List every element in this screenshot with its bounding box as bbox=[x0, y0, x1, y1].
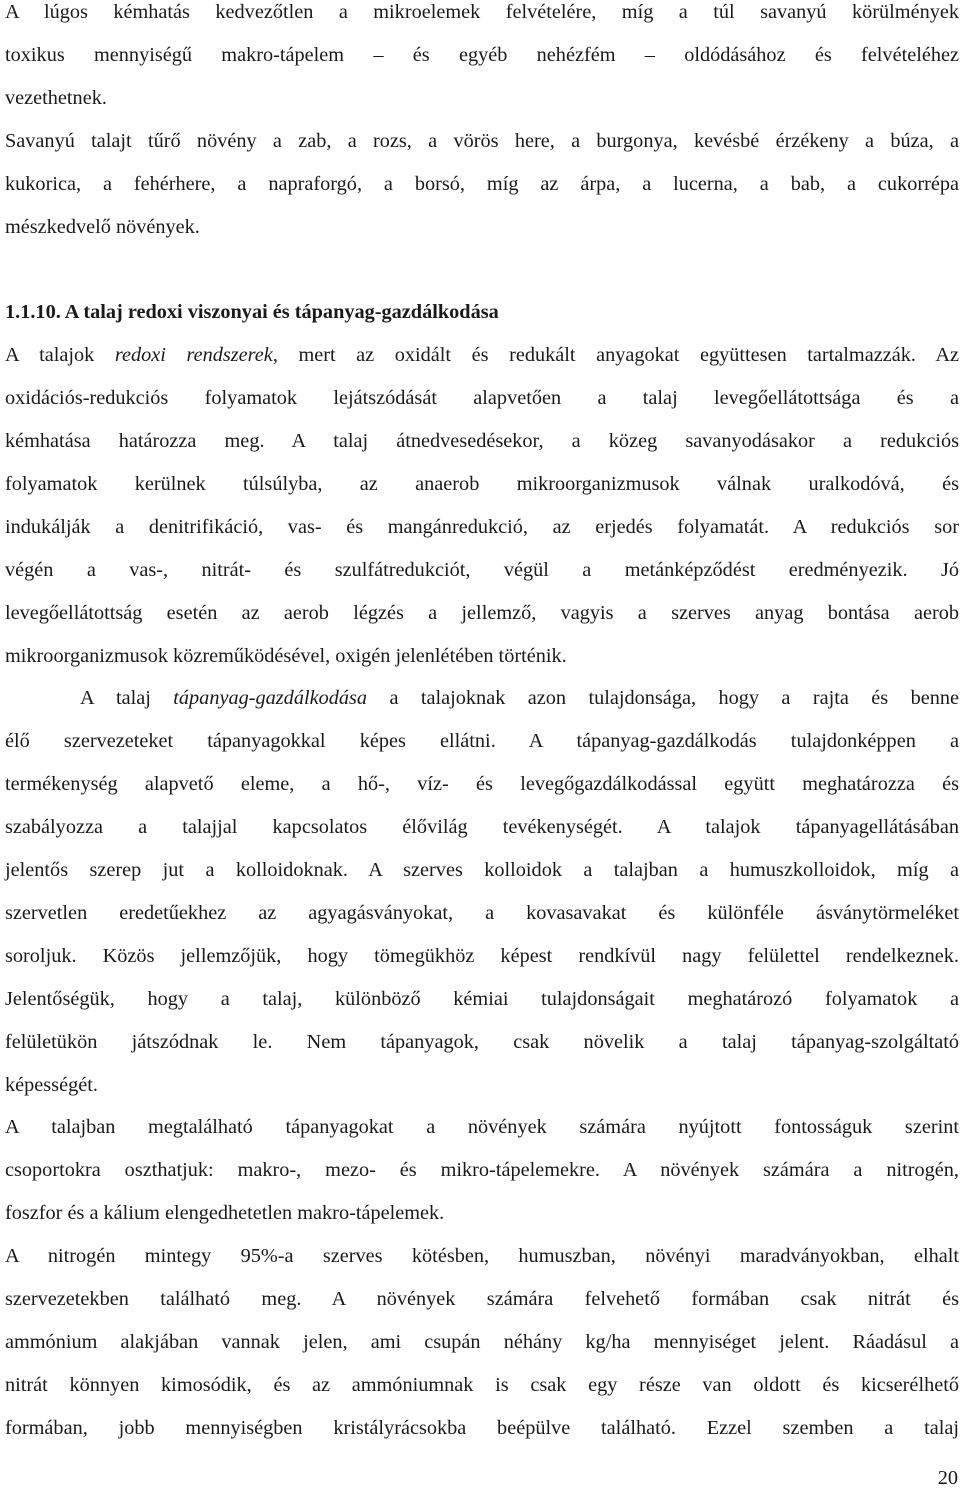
text-run: termékenység alapvető eleme, a hő-, víz- és levegőgazdálkodással együtt meghatározza és bbox=[5, 773, 959, 795]
text-run: soroljuk. Közös jellemzőjük, hogy tömegükhöz képest rendkívül nagy felülettel rendelkeznek. bbox=[5, 945, 959, 967]
text-line bbox=[5, 215, 959, 239]
text-run: élő szervezeteket tápanyagokkal képes ellátni. A tápanyag-gazdálkodás tulajdonképpen a bbox=[5, 730, 959, 752]
text-run: kémhatása határozza meg. A talaj átnedvesedésekor, a közeg savanyodásakor a redukciós bbox=[5, 430, 959, 452]
text-run: a talajoknak azon tulajdonsága, hogy a rajta és benne bbox=[367, 687, 959, 709]
text-line bbox=[5, 1244, 959, 1268]
text-run: A talaj bbox=[80, 687, 174, 709]
text-line bbox=[5, 1287, 959, 1311]
text-line bbox=[5, 729, 959, 753]
text-line bbox=[5, 1030, 959, 1054]
text-line bbox=[5, 1373, 959, 1397]
text-run: A lúgos kémhatás kedvezőtlen a mikroelemek felvételére, míg a túl savanyú körülmények bbox=[5, 1, 959, 23]
text-line bbox=[5, 43, 959, 67]
text-line bbox=[5, 858, 959, 882]
text-line bbox=[5, 129, 959, 153]
italic-term: redoxi rendszerek bbox=[114, 344, 273, 366]
text-line bbox=[5, 944, 959, 968]
text-run: képességét. bbox=[5, 1074, 98, 1096]
text-line bbox=[5, 644, 959, 668]
text-line bbox=[5, 1115, 959, 1139]
text-run: A nitrogén mintegy 95%-a szerves kötésben, humuszban, növényi maradványokban, elhalt bbox=[5, 1245, 959, 1267]
text-run: , mert az oxidált és redukált anyagokat együttesen tartalmazzák. Az bbox=[272, 344, 960, 366]
section-heading bbox=[5, 300, 959, 324]
text-run: A talajok bbox=[5, 344, 115, 366]
text-line bbox=[5, 987, 959, 1011]
text-line bbox=[5, 472, 959, 496]
text-run: Savanyú talajt tűrő növény a zab, a rozs, a vörös here, a burgonya, kevésbé érzékeny a búza, a bbox=[5, 130, 959, 152]
text-run: kukorica, a fehérhere, a napraforgó, a borsó, míg az árpa, a lucerna, a bab, a cukorrépa bbox=[5, 173, 959, 195]
text-line bbox=[5, 515, 959, 539]
text-line bbox=[5, 1416, 959, 1440]
text-run: foszfor és a kálium elengedhetetlen makro-tápelemek. bbox=[5, 1202, 445, 1224]
text-run: vezethetnek. bbox=[5, 87, 107, 109]
text-run: nitrát könnyen kimosódik, és az ammóniumnak is csak egy része van oldott és kicserélhető bbox=[5, 1374, 959, 1396]
text-line bbox=[5, 1158, 959, 1182]
text-run: Jelentőségük, hogy a talaj, különböző kémiai tulajdonságait meghatározó folyamatok a bbox=[5, 988, 959, 1010]
text-run: szervezetekben található meg. A növények számára felvehető formában csak nitrát és bbox=[5, 1288, 959, 1310]
text-run: 1.1.10. A talaj redoxi viszonyai és tápanyag-gazdálkodása bbox=[5, 301, 499, 323]
text-run: szervetlen eredetűekhez az agyagásványokat, a kovasavakat és különféle ásványtörmeléket bbox=[5, 902, 959, 924]
text-line bbox=[5, 601, 959, 625]
text-line bbox=[80, 686, 959, 710]
text-line bbox=[5, 1201, 959, 1225]
page-number: 20 bbox=[937, 1467, 958, 1489]
text-line bbox=[5, 0, 959, 24]
text-line bbox=[5, 343, 959, 367]
text-line bbox=[5, 815, 959, 839]
text-run: levegőellátottság esetén az aerob légzés a jellemző, vagyis a szerves anyag bontása aerob bbox=[5, 602, 959, 624]
text-run: formában, jobb mennyiségben kristályrácsokba beépülve található. Ezzel szemben a talaj bbox=[5, 1417, 959, 1439]
text-run: mikroorganizmusok közreműködésével, oxigén jelenlétében történik. bbox=[5, 645, 567, 667]
text-run: toxikus mennyiségű makro-tápelem – és egyéb nehézfém – oldódásához és felvételéhez bbox=[5, 44, 959, 66]
italic-term: tápanyag-gazdálkodása bbox=[173, 687, 368, 709]
text-line bbox=[5, 1073, 959, 1097]
text-run: A talajban megtalálható tápanyagokat a növények számára nyújtott fontosságuk szerint bbox=[5, 1116, 959, 1138]
text-run: csoportokra oszthatjuk: makro-, mezo- és mikro-tápelemekre. A növények számára a nitrogén, bbox=[5, 1159, 959, 1181]
text-line bbox=[5, 86, 959, 110]
text-line bbox=[5, 386, 959, 410]
text-run: indukálják a denitrifikáció, vas- és mangánredukció, az erjedés folyamatát. A redukciós sor bbox=[5, 516, 959, 538]
text-line bbox=[5, 772, 959, 796]
text-line bbox=[5, 558, 959, 582]
text-run: mészkedvelő növények. bbox=[5, 216, 200, 238]
text-run: felületükön játszódnak le. Nem tápanyagok, csak növelik a talaj tápanyag-szolgáltató bbox=[5, 1031, 959, 1053]
text-line bbox=[5, 901, 959, 925]
text-line bbox=[5, 1330, 959, 1354]
text-run: folyamatok kerülnek túlsúlyba, az anaerob mikroorganizmusok válnak uralkodóvá, és bbox=[5, 473, 959, 495]
text-line bbox=[5, 429, 959, 453]
text-line bbox=[5, 172, 959, 196]
text-run: végén a vas-, nitrát- és szulfátredukciót, végül a metánképződést eredményezik. Jó bbox=[5, 559, 959, 581]
text-run: jelentős szerep jut a kolloidoknak. A szerves kolloidok a talajban a humuszkolloidok, míg a bbox=[5, 859, 959, 881]
text-run: oxidációs-redukciós folyamatok lejátszódását alapvetően a talaj levegőellátottsága és a bbox=[5, 387, 959, 409]
text-run: ammónium alakjában vannak jelen, ami csupán néhány kg/ha mennyiséget jelent. Ráadásul a bbox=[5, 1331, 959, 1353]
text-run: szabályozza a talajjal kapcsolatos élővilág tevékenységét. A talajok tápanyagellátásában bbox=[5, 816, 959, 838]
